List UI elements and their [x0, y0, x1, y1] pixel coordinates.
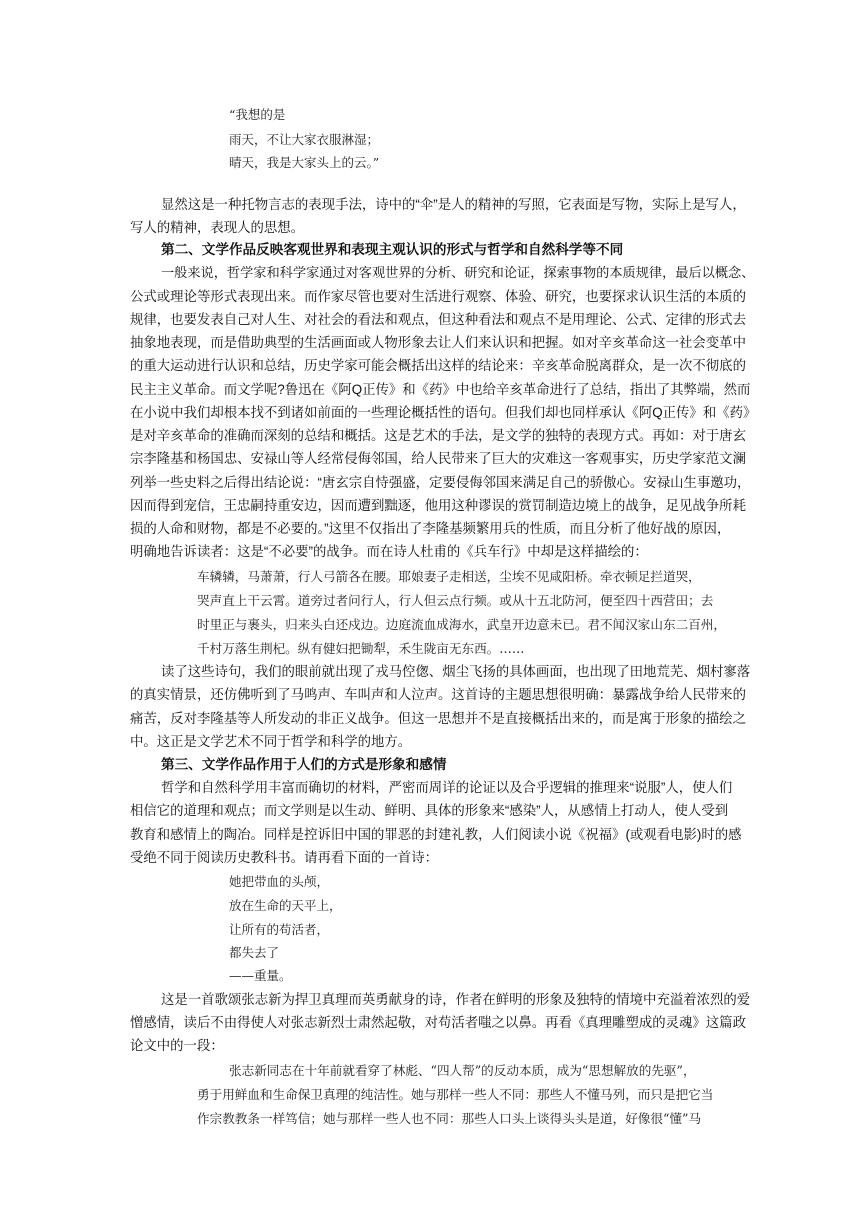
section-heading: 第三、文学作品作用于人们的方式是形象和感情: [161, 757, 447, 772]
paragraph-line: 教育和感情上的陶冶。同样是控诉旧中国的罪恶的封建礼教，人们阅读小说《祝福》(或观看电影)时的感: [130, 827, 742, 842]
paragraph-line: 的重大运动进行认识和总结，历史学家可能会概括出这样的结论来：辛亥革命脱离群众，是一次不彻底的: [130, 358, 746, 373]
quote-line: 张志新同志在十年前就看穿了林彪、“四人帮”的反动本质，成为“思想解放的先驱”，: [229, 1063, 696, 1078]
paragraph-line: 论文中的一段：: [130, 1038, 224, 1053]
paragraph-line: 哲学和自然科学用丰富而确切的材料，严密而周详的论证以及合乎逻辑的推理来“说服”人，使人们: [161, 780, 733, 795]
paragraph-line: 宗李隆基和杨国忠、安禄山等人经常侵侮邻国，给人民带来了巨大的灾难这一客观事实，历史学家范文澜: [130, 451, 746, 466]
paragraph-line: 憎感情，读后不由得使人对张志新烈士肃然起敬，对苟活者嗤之以鼻。再看《真理雕塑成的灵魂》这篇政: [130, 1015, 746, 1030]
paragraph-line: 显然这是一种托物言志的表现手法，诗中的“伞”是人的精神的写照，它表面是写物，实际上是写人，: [161, 197, 746, 212]
paragraph-line: 受绝不同于阅读历史教科书。请再看下面的一首诗：: [130, 850, 438, 865]
paragraph-line: 列举一些史料之后得出结论说：“唐玄宗自恃强盛，定要侵侮邻国来满足自己的骄傲心。安禄山生事邀功，: [130, 475, 751, 490]
paragraph-line: 抽象地表现，而是借助典型的生活画面或人物形象去让人们来认识和把握。如对辛亥革命这一社会变革中: [130, 335, 746, 350]
paragraph-line: 一般来说，哲学家和科学家通过对客观世界的分析、研究和论证，探索事物的本质规律，最后以概念、: [161, 265, 755, 280]
poem-line: 都失去了: [229, 945, 280, 960]
paragraph-line: 明确地告诉读者：这是“不必要”的战争。而在诗人杜甫的《兵车行》中却是这样描绘的：: [130, 544, 648, 559]
paragraph-line: 写人的精神，表现人的思想。: [130, 220, 305, 235]
section-heading: 第二、文学作品反映客观世界和表现主观认识的形式与哲学和自然科学等不同: [161, 242, 624, 257]
poem-line: 哭声直上干云霄。道旁过者问行人，行人但云点行频。或从十五北防河，便至四十西营田；去: [197, 593, 714, 608]
paragraph-line: 痛苦，反对李隆基等人所发动的非正义战争。但这一思想并不是直接概括出来的，而是寓于形象的描绘之: [130, 711, 746, 726]
paragraph-line: 是对辛亥革命的准确而深刻的总结和概括。这是艺术的手法，是文学的独特的表现方式。再如：对于唐玄: [130, 428, 746, 443]
poem-line: ——重量。: [229, 968, 292, 983]
paragraph-line: 在小说中我们却根本找不到诸如前面的一些理论概括性的语句。但我们却也同样承认《阿Q正传》和《药》: [130, 405, 757, 420]
poem-line: 她把带血的头颅，: [229, 874, 330, 889]
paragraph-line: 损的人命和财物，都是不必要的。”这里不仅指出了李隆基频繁用兵的性质，而且分析了他好战的原因，: [130, 521, 731, 536]
poem-line: 让所有的苟活者，: [229, 922, 330, 937]
poem-line: 时里正与裹头，归来头白还戍边。边庭流血成海水，武皇开边意未已。君不闻汉家山东二百州，: [197, 617, 726, 632]
paragraph-line: 这是一首歌颂张志新为捍卫真理而英勇献身的诗，作者在鲜明的形象及独特的情境中充溢着浓烈的爱: [161, 992, 751, 1007]
paragraph-line: 规律，也要发表自己对人生、对社会的看法和观点，但这种看法和观点不是用理论、公式、定律的形式去: [130, 312, 746, 327]
poem-line: 晴天，我是大家头上的云。”: [229, 155, 380, 170]
paragraph-line: 公式或理论等形式表现出来。而作家尽管也要对生活进行观察、体验、研究，也要探求认识生活的本质的: [130, 289, 746, 304]
quote-line: 勇于用鲜血和生命保卫真理的纯洁性。她与那样一些人不同：那些人不懂马列，而只是把它当: [197, 1087, 714, 1102]
poem-line: 千村万落生荆杞。纵有健妇把锄犁，禾生陇亩无东西。……: [197, 641, 525, 656]
paragraph-line: 因而得到宠信，王忠嗣持重安边，因而遭到黜逐，他用这种谬误的赏罚制造边境上的战争，足见战争所耗: [130, 498, 746, 513]
poem-line: 车辚辚，马萧萧，行人弓箭各在腰。耶娘妻子走相送，尘埃不见咸阳桥。牵衣顿足拦道哭，: [197, 569, 701, 584]
quote-line: 作宗教教条一样笃信；她与那样一些人也不同：那些人口头上谈得头头是道，好像很“懂”马: [197, 1111, 702, 1126]
poem-line: “我想的是: [229, 107, 286, 122]
paragraph-line: 的真实情景，还仿佛听到了马鸣声、车叫声和人泣声。这首诗的主题思想很明确：暴露战争给人民带来的: [130, 687, 746, 702]
paragraph-line: 相信它的道理和观点；而文学则是以生动、鲜明、具体的形象来“感染”人，从感情上打动人，使人受到: [130, 803, 729, 818]
poem-line: 放在生命的天平上，: [229, 898, 342, 913]
paragraph-line: 中。这正是文学艺术不同于哲学和科学的地方。: [130, 734, 412, 749]
paragraph-line: 民主主义革命。而文学呢?鲁迅在《阿Q正传》和《药》中也给辛亥革命进行了总结，指出了其弊端，然而: [130, 382, 751, 397]
poem-line: 雨天，不让大家衣服淋湿；: [229, 132, 380, 147]
paragraph-line: 读了这些诗句，我们的眼前就出现了戎马倥偬、烟尘飞扬的具体画面，也出现了田地荒芜、烟村寥落: [161, 664, 751, 679]
